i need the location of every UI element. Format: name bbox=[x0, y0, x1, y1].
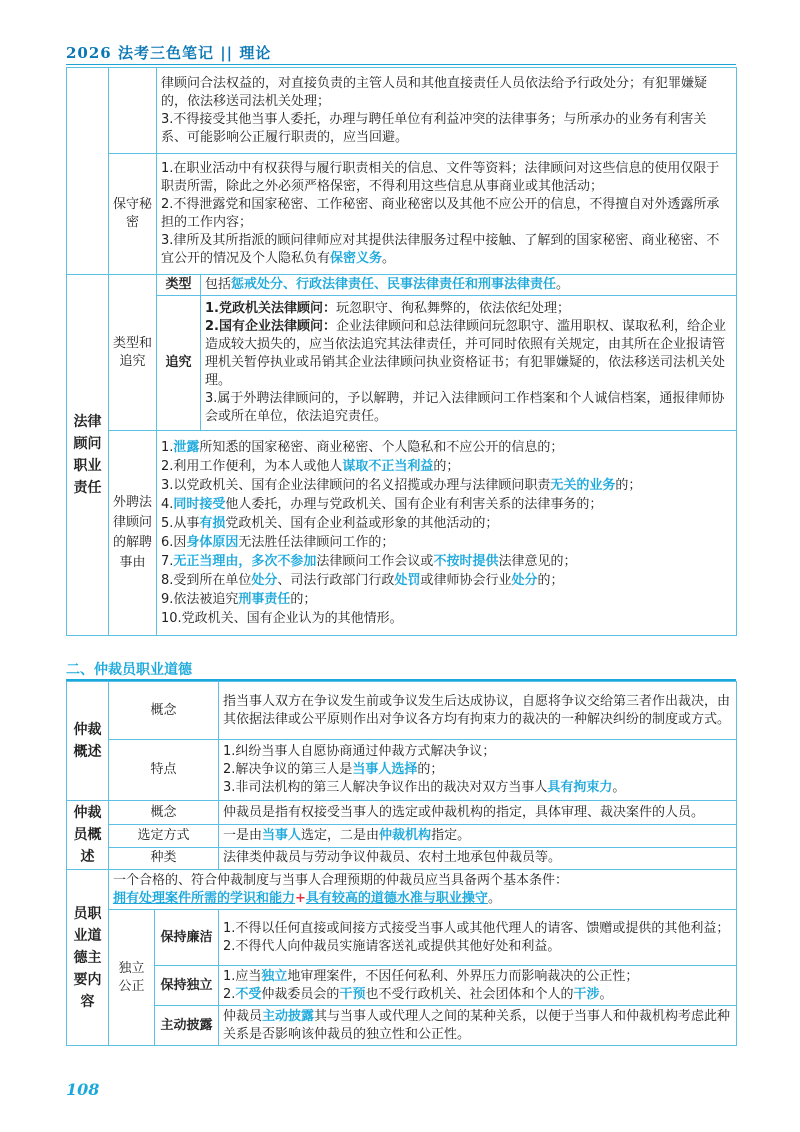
indep-label: 独立公正 bbox=[109, 910, 155, 1046]
keep-clean-label: 保持廉洁 bbox=[155, 910, 219, 966]
table-row bbox=[67, 1006, 737, 1046]
arb-concept-text: 仲裁员是指有权接受当事人的选定或仲裁机构的指定，具体审理、裁决案件的人员。 bbox=[219, 801, 737, 825]
kind-label: 种类 bbox=[109, 847, 219, 869]
type-label: 类型 bbox=[157, 275, 201, 296]
table-row bbox=[67, 801, 737, 825]
type-content: 包括惩戒处分、行政法律责任、民事法律责任和刑事法律责任。 bbox=[201, 275, 737, 296]
section-title: 二、仲裁员职业道德 bbox=[66, 662, 192, 678]
arbitrator-label: 仲裁员概述 bbox=[67, 801, 109, 870]
list-item: 4.同时接受他人委托，办理与党政机关、国有企业有利害关系的法律事务的； bbox=[161, 497, 603, 512]
list-item: 10.党政机关、国有企业认为的其他情形。 bbox=[161, 611, 403, 626]
ethics-intro: 一个合格的、符合仲裁制度与当事人合理预期的仲裁员应当具备两个基本条件： 拥有处理案件所需的学识和能力+具有较高的道德水准与职业操守。 bbox=[109, 870, 737, 910]
kind-text: 法律类仲裁员与劳动争议仲裁员、农村土地承包仲裁员等。 bbox=[219, 847, 737, 869]
list-item: 7.无正当理由，多次不参加法律顾问工作会议或不按时提供法律意见的； bbox=[161, 554, 577, 569]
keep-indep-label: 保持独立 bbox=[155, 966, 219, 1006]
list-item: 5.从事有损党政机关、国有企业利益或形象的其他活动的； bbox=[161, 516, 499, 531]
pursue-content: 1.党政机关法律顾问：玩忽职守、徇私舞弊的，依法依纪处理； 2.国有企业法律顾问：企业法律顾问和总法律顾问玩忽职守、滥用职权、谋取私利，给企业造成较大损失的，应当依法追究其法律责任，并可同时依照有关规定，由其所在企业报请管理机关暂停执业或吊销其企业法律顾问执业资格证书；有犯罪嫌疑的，依法移送司法机关处理。 3.属于外聘法律顾问的，予以解聘，并记入法律顾问工作档案和个人诚信档案，通报律师协会或所在单位，依法追究责任。 bbox=[201, 296, 737, 431]
dismiss-label: 外聘法律顾问的解聘事由 bbox=[109, 431, 157, 636]
type-group-label: 类型和追究 bbox=[109, 275, 157, 431]
table-row bbox=[67, 431, 737, 636]
concept-text: 指当事人双方在争议发生前或争议发生后达成协议，自愿将争议交给第三者作出裁决，由其依据法律或公平原则作出对争议各方均有拘束力的裁决的一种解决纠纷的制度或方式。 bbox=[219, 682, 737, 740]
list-item: 8.受到所在单位处分、司法行政部门行政处罚或律师协会行业处分的； bbox=[161, 573, 564, 588]
concept-label: 概念 bbox=[109, 682, 219, 740]
row-content: 1.在职业活动中有权获得与履行职责相关的信息、文件等资料；法律顾问对这些信息的使用仅限于职责所需，除此之外必须严格保密，不得利用这些信息从事商业或其他活动； 2.不得泄露党和国家秘密、工作秘密、商业秘密以及其他不应公开的信息，不得擅自对外透露所承担的工作内容； 3.律所及其所指派的顾问律师应对其提供法律服务过程中接触、了解到的国家秘密、商业秘密、不宜公开的情况及个人隐私负有保密义务。 bbox=[157, 154, 737, 275]
arbitrator-table bbox=[66, 681, 737, 1046]
ethics-label: 员职业道德主要内容 bbox=[67, 870, 109, 1046]
lawyer-advisor-table bbox=[66, 67, 737, 636]
page-number: 108 bbox=[66, 1080, 100, 1099]
table-row bbox=[67, 910, 737, 966]
overview-label: 仲裁概述 bbox=[67, 682, 109, 801]
feature-label: 特点 bbox=[109, 740, 219, 801]
dismiss-list bbox=[157, 431, 737, 636]
table-row bbox=[67, 740, 737, 801]
table-row bbox=[67, 825, 737, 847]
list-item: 1.泄露所知悉的国家秘密、商业秘密、个人隐私和不应公开的信息的； bbox=[161, 440, 564, 455]
arb-concept-label: 概念 bbox=[109, 801, 219, 825]
select-label: 选定方式 bbox=[109, 825, 219, 847]
table-row bbox=[67, 870, 737, 910]
pursue-label: 追究 bbox=[157, 296, 201, 431]
table-row bbox=[67, 847, 737, 869]
keep-clean-text: 1.不得以任何直接或间接方式接受当事人或其他代理人的请客、馈赠或提供的其他利益； 2.不得代人向仲裁员实施请客送礼或提供其他好处和利益。 bbox=[219, 910, 737, 966]
table-row bbox=[67, 682, 737, 740]
list-item: 9.依法被追究刑事责任的； bbox=[161, 592, 317, 607]
table-row bbox=[67, 275, 737, 296]
select-text: 一是由当事人选定，二是由仲裁机构指定。 bbox=[219, 825, 737, 847]
row-content: 律顾问合法权益的，对直接负责的主管人员和其他直接责任人员依法给予行政处分；有犯罪嫌疑的，依法移送司法机关处理； 3.不得接受其他当事人委托，办理与聘任单位有利益冲突的法律事务；与所承办的业务有利害关系、可能影响公正履行职责的，应当回避。 bbox=[157, 68, 737, 154]
responsibility-label: 法律顾问职业责任 bbox=[67, 275, 109, 636]
row-category-blank bbox=[67, 68, 109, 275]
feature-list: 1.纠纷当事人自愿协商通过仲裁方式解决争议； 2.解决争议的第三人是当事人选择的； 3.非司法机构的第三人解决争议作出的裁决对双方当事人具有拘束力。 bbox=[219, 740, 737, 801]
row-subcategory-blank bbox=[109, 68, 157, 154]
disclose-text: 仲裁员主动披露其与当事人或代理人之间的某种关系，以便于当事人和仲裁机构考虑此种关系是否影响该仲裁员的独立性和公正性。 bbox=[219, 1006, 737, 1046]
table-row bbox=[67, 68, 737, 154]
keep-indep-text: 1.应当独立地审理案件，不因任何私利、外界压力而影响裁决的公正性； 2.不受仲裁委员会的干预也不受行政机关、社会团体和个人的干涉。 bbox=[219, 966, 737, 1006]
page-header bbox=[66, 44, 736, 65]
table-row bbox=[67, 296, 737, 431]
list-item: 3.以党政机关、国有企业法律顾问的名义招揽或办理与法律顾问职责无关的业务的； bbox=[161, 478, 642, 493]
header-title: 2026 法考三色笔记 || 理论 bbox=[66, 44, 272, 62]
list-item: 6.因身体原因无法胜任法律顾问工作的； bbox=[161, 535, 395, 550]
table-row bbox=[67, 154, 737, 275]
table-row bbox=[67, 966, 737, 1006]
list-item: 2.利用工作便利，为本人或他人谋取不正当利益的； bbox=[161, 459, 460, 474]
disclose-label: 主动披露 bbox=[155, 1006, 219, 1046]
subcategory-keep-secret: 保守秘密 bbox=[109, 154, 157, 275]
